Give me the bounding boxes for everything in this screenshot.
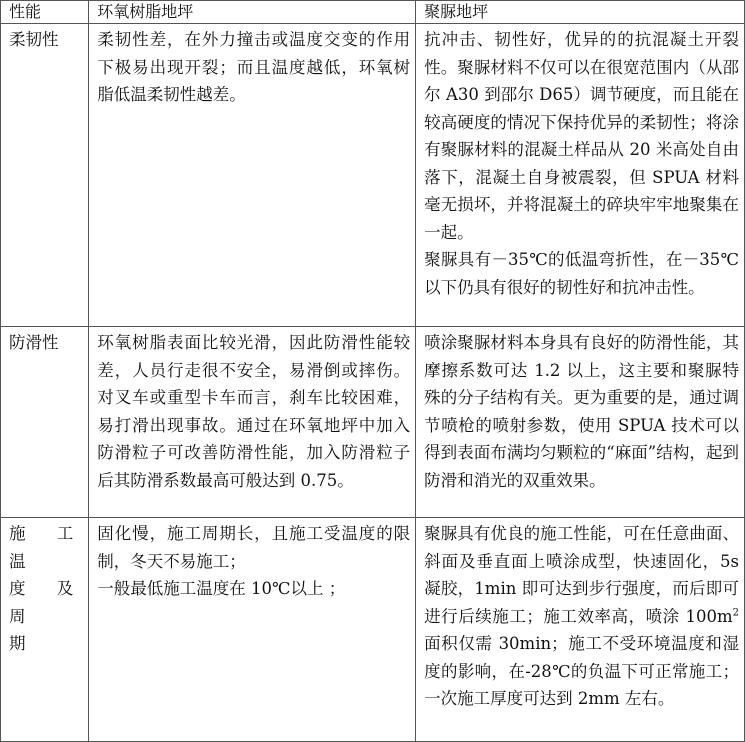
row-polyurea-cell [416, 24, 745, 327]
row-polyurea-cell: 喷涂聚脲材料本身具有良好的防滑性能，其摩擦系数可达 1.2 以上，这主要和聚脲特殊的分子结构有关。更为重要的是，通过调节喷枪的喷射参数，使用 SPUA 技术可以得到表面布满均匀颗粒的“麻面”结构，起到防滑和消光的双重效果。 [416, 327, 745, 518]
table-row [1, 327, 745, 518]
row-property [1, 518, 89, 742]
property-line: 期 [9, 634, 26, 653]
polyurea-text: 面积仅需 30min；施工不受环境温度和湿度的影响，在-28℃的负温下可正常施工；一次施工厚度可达到 2mm 左右。 [424, 634, 739, 708]
row-property: 柔韧性 [1, 24, 89, 327]
row-polyurea-cell [416, 518, 745, 742]
row-property: 防滑性 [1, 327, 89, 518]
epoxy-paragraph: 固化慢，施工周期长，且施工受温度的限制，冬天不易施工； [97, 524, 411, 571]
polyurea-paragraph: 聚脲具有－35℃的低温弯折性，在－35℃以下仍具有很好的韧性好和抗冲击性。 [424, 250, 739, 297]
epoxy-paragraph: 一般最低施工温度在 10℃以上 ； [97, 579, 346, 598]
header-polyurea: 聚脲地坪 [416, 1, 745, 24]
header-epoxy: 环氧树脂地坪 [89, 1, 416, 24]
property-line: 施工温 [9, 524, 84, 571]
superscript: 2 [732, 607, 739, 618]
table-row [1, 24, 745, 327]
table-header-row [1, 1, 745, 24]
row-epoxy-cell: 柔韧性差，在外力撞击或温度交变的作用下极易出现开裂；而且温度越低，环氧树脂低温柔韧性越差。 [89, 24, 416, 327]
polyurea-text: 聚脲具有优良的施工性能，可在任意曲面、斜面及垂直面上喷涂成型，快速固化，5s 凝胶，1min 即可达到步行强度，而后即可进行后续施工；施工效率高，喷涂 100m [424, 524, 739, 626]
property-line: 度及周 [9, 579, 84, 626]
polyurea-paragraph: 抗冲击、韧性好，优异的的抗混凝土开裂性。聚脲材料不仅可以在很宽范围内（从邵尔 A30 到邵尔 D65）调节硬度，而且能在较高硬度的情况下保持优异的柔韧性；将涂有聚脲材料的混凝土样品从 20 米高处自由落下，混凝土自身被震裂，但 SPUA 材料毫无损坏，并将混凝土的碎块牢牢地聚集在一起。 [424, 30, 739, 242]
row-epoxy-cell: 环氧树脂表面比较光滑，因此防滑性能较差，人员行走很不安全，易滑倒或摔伤。对叉车或重型卡车而言，刹车比较困难，易打滑出现事故。通过在环氧地坪中加入防滑粒子可改善防滑性能，加入防滑粒子后其防滑系数最高可般达到 0.75。 [89, 327, 416, 518]
row-epoxy-cell [89, 518, 416, 742]
table-row [1, 518, 745, 742]
header-property: 性能 [1, 1, 89, 24]
